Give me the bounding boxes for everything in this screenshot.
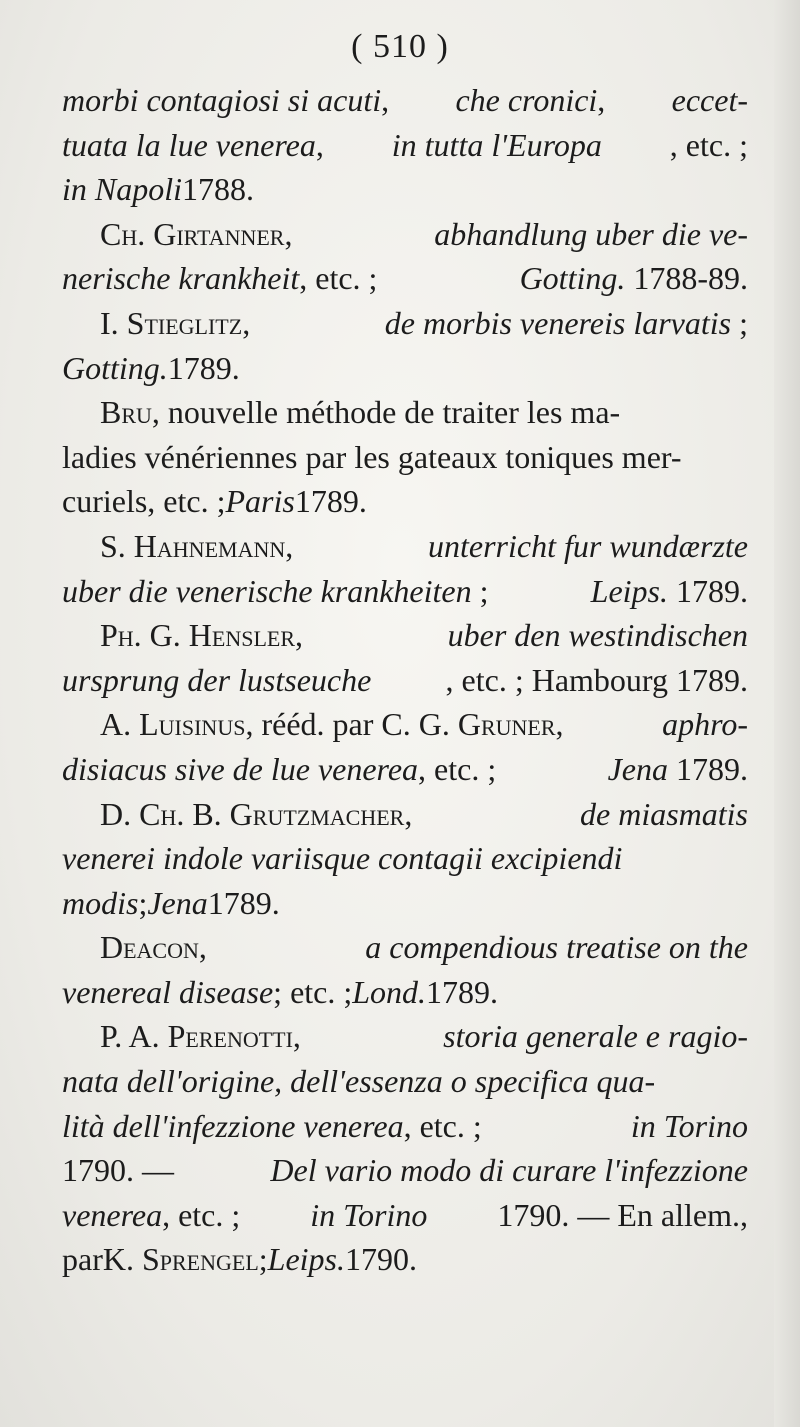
text-line: venerea, etc. ; in Torino 1790. — En allem., xyxy=(62,1196,748,1233)
author-name: Ch. Girtanner xyxy=(100,215,285,252)
text-line: nata dell'origine, dell'essenza o specifica qua- xyxy=(62,1063,656,1100)
text-line: venereal disease ; etc. ; Lond. 1789. xyxy=(62,973,499,1010)
bib-entry-bru: Bru, nouvelle méthode de traiter les ma- xyxy=(100,394,621,431)
author-name: D. Ch. B. Grutzmacher xyxy=(100,795,405,832)
author-name: Ph. G. Hensler xyxy=(100,617,296,654)
text-line: ladies vénériennes par les gateaux toniques mer- xyxy=(62,438,682,475)
text-line: venerei indole variisque contagii excipiendi xyxy=(62,840,623,877)
bib-entry-grutzmacher: D. Ch. B. Grutzmacher, de miasmatis xyxy=(100,795,748,832)
author-name: P. A. Perenotti xyxy=(100,1018,293,1055)
bib-entry-stieglitz: I. Stieglitz, de morbis venereis larvatis ; xyxy=(100,304,748,341)
bib-entry-perenotti: P. A. Perenotti, storia generale e ragio- xyxy=(100,1018,748,1055)
bib-entry-luisinus: A. Luisinus, rééd. par C. G. Gruner, aphro- xyxy=(100,706,748,743)
text-line: in Napoli 1788. xyxy=(62,171,255,208)
author-name: K. Sprengel xyxy=(102,1241,259,1278)
text-line: par K. Sprengel ; Leips. 1790. xyxy=(62,1237,748,1282)
bib-entry-deacon: Deacon, a compendious treatise on the xyxy=(100,929,748,966)
author-name: Bru xyxy=(100,394,152,431)
author-name: Deacon xyxy=(100,929,199,966)
text-line: Gotting. 1789. xyxy=(62,349,240,386)
text-line: ursprung der lustseuche , etc. ; Hambourg 1789. xyxy=(62,661,748,698)
text-line: nerische krankheit, etc. ; Gotting. 1788-89. xyxy=(62,260,748,297)
author-name: A. Luisinus xyxy=(100,706,246,743)
page-number: ( 510 ) xyxy=(351,28,449,65)
text-line: curiels, etc. ; Paris 1789. xyxy=(62,483,367,520)
text-line: lità dell'infezzione venerea, etc. ; in Torino xyxy=(62,1107,748,1144)
text-line: uber die venerische krankheiten ; Leips. 1789. xyxy=(62,572,748,609)
author-name: S. Hahnemann xyxy=(100,527,286,564)
text-line: tuata la lue venerea, in tutta l'Europa , etc. ; xyxy=(62,126,748,163)
page-edge xyxy=(774,0,800,1427)
text-line: 1790. — Del vario modo di curare l'infezzione xyxy=(62,1152,748,1189)
bib-entry-hahnemann: S. Hahnemann, unterricht fur wundærzte xyxy=(100,527,748,564)
text-line: disiacus sive de lue venerea, etc. ; Jena 1789. xyxy=(62,750,748,787)
bib-entry-girtanner: Ch. Girtanner, abhandlung uber die ve- xyxy=(100,215,748,252)
text-line: morbi contagiosi si acuti, che cronici, eccet- xyxy=(62,82,748,118)
text-line: modis ; Jena 1789. xyxy=(62,884,280,921)
author-name: I. Stieglitz xyxy=(100,304,243,341)
bibliography-entries xyxy=(62,78,748,1282)
bib-entry-hensler: Ph. G. Hensler, uber den westindischen xyxy=(100,617,748,654)
